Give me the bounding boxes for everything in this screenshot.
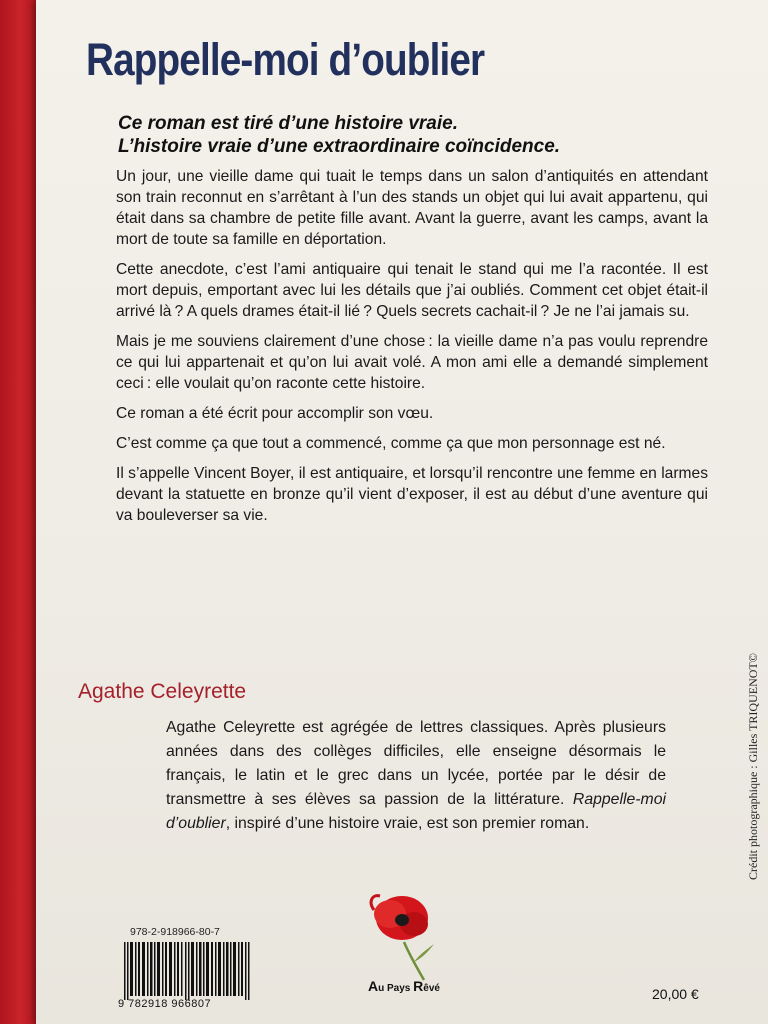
publisher-initial-r: R: [413, 978, 424, 994]
blurb-paragraph: Il s’appelle Vincent Boyer, il est antiquaire, et lorsqu’il rencontre une femme en larmes devant la statuette en bronze qu’il vient d’exposer, il est au début d’une aventure qui va bouleverser sa vie.: [116, 465, 708, 524]
blurb-paragraph: Cette anecdote, c’est l’ami antiquaire qui tenait le stand qui me l’a racontée. Il est mort depuis, emportant avec lui les détails que j’ai oubliés. Comment cet objet était-il arrivé là ? A quels drames était-il lié ? Quels secrets cachait-il ? Je ne l’ai jamais su.: [116, 261, 708, 320]
blurb: [116, 166, 708, 535]
tagline-line-2: L’histoire vraie d’une extraordinaire coïncidence.: [118, 136, 561, 157]
blurb-paragraph: Ce roman a été écrit pour accomplir son vœu.: [116, 405, 434, 422]
book-title: Rappelle-moi d’oublier: [86, 34, 485, 85]
blurb-paragraph: Un jour, une vieille dame qui tuait le temps dans un salon d’antiquités en attendant son train reconnut en s’arrêtant à l’un des stands un objet qui lui avait appartenu, qui était dans sa chambre de petite fille avant. Avant la guerre, avant les camps, avant la mort de toute sa famille en déportation.: [116, 168, 708, 248]
bio-text-end: , inspiré d’une histoire vraie, est son premier roman.: [225, 815, 590, 832]
bio-text: Agathe Celeyrette est agrégée de lettres classiques. Après plusieurs années dans des collèges difficiles, elle enseigne désormais le français, le latin et le grec dans un lycée, portée par le désir de transmettre à ses élèves sa passion de la littérature.: [166, 719, 666, 808]
publisher-rest-a: u: [378, 983, 385, 994]
publisher-initial-a: A: [368, 978, 379, 994]
tagline: [118, 112, 718, 158]
price-label: 20,00 €: [652, 986, 699, 1002]
author-name: Agathe Celeyrette: [78, 680, 247, 703]
isbn-label: 978-2-918966-80-7: [130, 926, 220, 938]
publisher-rest-r: êvé: [423, 983, 440, 994]
poppy-flower-icon: [364, 888, 444, 984]
bio-book-title: Rappelle-moi d’oublier: [166, 791, 666, 832]
barcode-icon: [124, 942, 252, 1000]
publisher-middle: Pays: [384, 983, 414, 994]
photo-credit: Crédit photographique : Gilles TRIQUENOT©: [746, 653, 760, 880]
blurb-paragraph: C’est comme ça que tout a commencé, comme ça que mon personnage est né.: [116, 435, 666, 452]
publisher-logo: [368, 978, 440, 994]
tagline-line-1: Ce roman est tiré d’une histoire vraie.: [118, 113, 458, 134]
author-bio: [166, 716, 666, 836]
barcode-number: 9 782918 966807: [118, 998, 212, 1010]
blurb-paragraph: Mais je me souviens clairement d’une chose : la vieille dame n’a pas voulu reprendre ce qui lui appartenait et qu’on lui avait volé. A mon ami elle a demandé simplement ceci : elle voulait qu’on raconte cette histoire.: [116, 333, 708, 392]
